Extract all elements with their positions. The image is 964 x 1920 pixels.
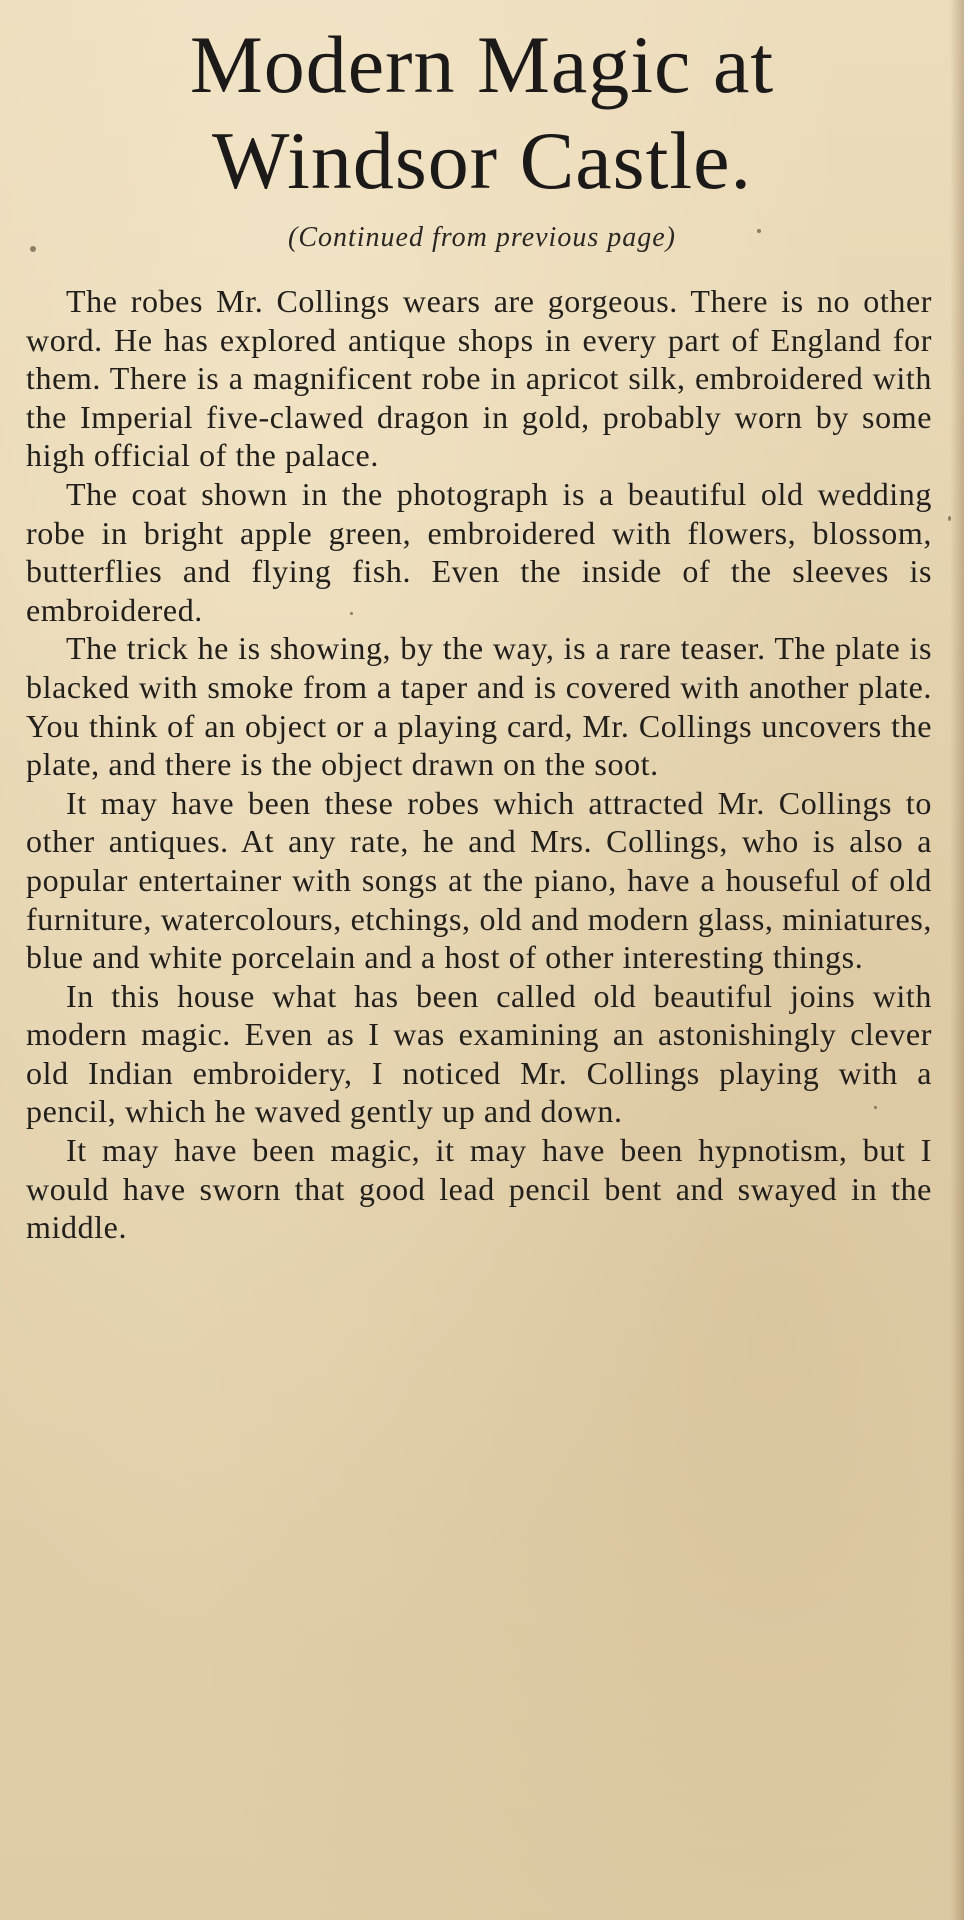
clipping-edge-shadow bbox=[950, 0, 964, 1920]
article-body bbox=[26, 282, 932, 1247]
headline-line-1: Modern Magic at bbox=[189, 19, 775, 110]
ink-speck bbox=[30, 246, 36, 252]
ink-speck bbox=[948, 516, 951, 521]
headline-line-2: Windsor Castle. bbox=[211, 115, 753, 206]
ink-speck bbox=[350, 612, 353, 615]
paragraph-coat: The coat shown in the photograph is a beautiful old wedding robe in bright apple green, embroidered with flowers, blossom, butterflies and flying fish. Even the inside of the sleeves is embroidered. bbox=[26, 475, 932, 628]
paragraph-house: In this house what has been called old beautiful joins with modern magic. Even as I was examining an astonishingly clever old Indian embroidery, I noticed Mr. Collings playing with a pencil, which he waved gently up and down. bbox=[26, 977, 932, 1130]
paragraph-robes: The robes Mr. Collings wears are gorgeous. There is no other word. He has explored antique shops in every part of England for them. There is a magnificent robe in apricot silk, embroidered with the Imperial five-clawed dragon in gold, probably worn by some high official of the palace. bbox=[26, 283, 932, 474]
paragraph-trick: The trick he is showing, by the way, is a rare teaser. The plate is blacked with smoke from a taper and is covered with another plate. You think of an object or a playing card, Mr. Collings uncovers the plate, and there is the object drawn on the soot. bbox=[26, 630, 932, 783]
paragraph-antiques: It may have been these robes which attracted Mr. Collings to other antiques. At any rate, he and Mrs. Collings, who is also a popular entertainer with songs at the piano, have a houseful of old furniture, watercolours, etchings, old and modern glass, miniatures, blue and white porcelain and a host of other interesting things. bbox=[26, 784, 932, 976]
ink-speck bbox=[874, 1106, 877, 1109]
ink-speck bbox=[757, 229, 761, 233]
continued-note: (Continued from previous page) bbox=[288, 222, 676, 253]
paragraph-pencil: It may have been magic, it may have been hypnotism, but I would have sworn that good lead pencil bent and swayed in the middle. bbox=[26, 1132, 932, 1246]
